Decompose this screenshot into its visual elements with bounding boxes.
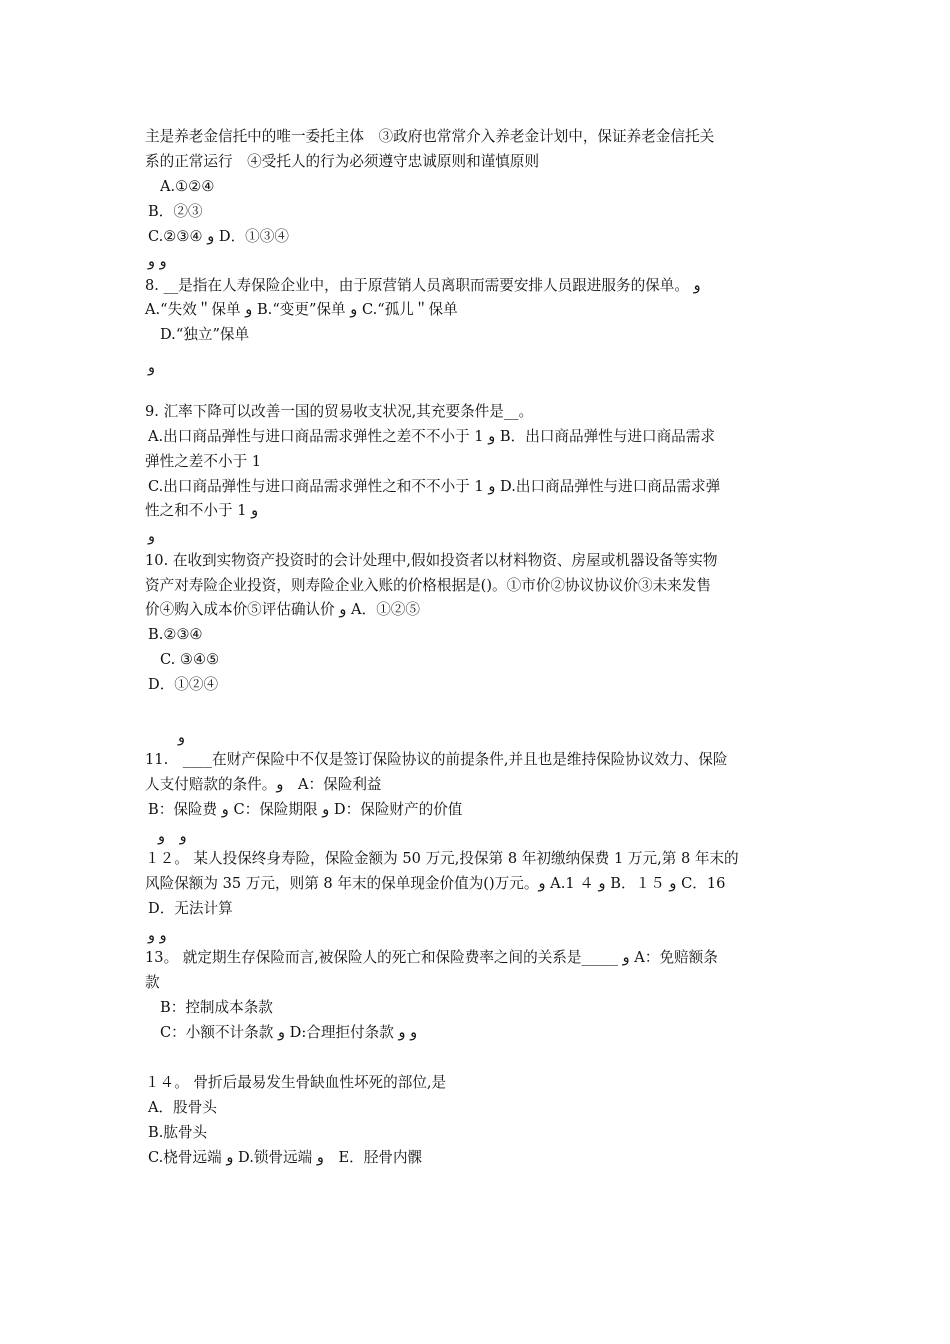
text-line: 系的正常运行 ④受托人的行为必须遵守忠诚原则和谨慎原则 xyxy=(145,153,540,170)
text-line: و xyxy=(178,729,186,746)
option-line: A.①②④ xyxy=(160,178,215,195)
question-line: １４。 骨折后最易发生骨缺血性坏死的部位,是 xyxy=(145,1074,447,1091)
question-line: 10. 在收到实物资产投资时的会计处理中,假如投资者以材料物资、房屋或机器设备等实物 xyxy=(145,552,718,569)
option-line: B：控制成本条款 xyxy=(160,999,273,1016)
option-line: C. ③④⑤ xyxy=(160,651,220,668)
question-line: 9. 汇率下降可以改善一国的贸易收支状况,其充要条件是__。 xyxy=(145,403,534,420)
option-line: D.“独立”保单 xyxy=(160,326,250,343)
text-line: 款 xyxy=(145,974,160,991)
option-line: D．①②④ xyxy=(148,676,219,693)
option-line: B：保险费 و C：保险期限 و D：保险财产的价值 xyxy=(148,801,463,818)
text-line: و و xyxy=(148,253,167,270)
option-line: D．无法计算 xyxy=(148,900,233,917)
text-line: 弹性之差不小于 1 xyxy=(145,453,262,470)
option-line: C.出口商品弹性与进口商品需求弹性之和不不小于 1 و D.出口商品弹性与进口商品需求弹 xyxy=(148,478,721,495)
question-line: 11. ____在财产保险中不仅是签订保险协议的前提条件,并且也是维持保险协议效力、保险 xyxy=(145,751,728,768)
option-line: C.桡骨远端 و D.锁骨远端 و E．胫骨内髁 xyxy=(148,1149,423,1166)
text-line: و و xyxy=(158,828,187,845)
question-line: 8. __是指在人寿保险企业中，由于原营销人员离职而需要安排人员跟进服务的保单。 و xyxy=(145,277,701,294)
option-line: A.“失效＂保单 و B.“变更”保单 و C.“孤儿＂保单 xyxy=(145,301,458,318)
text-line: 性之和不小于 1 و xyxy=(145,502,259,519)
text-line: و xyxy=(148,528,156,545)
option-line: A.出口商品弹性与进口商品需求弹性之差不不小于 1 و B．出口商品弹性与进口商品需求 xyxy=(148,428,715,445)
text-line: 价④购入成本价⑤评估确认价 و A．①②⑤ xyxy=(145,601,420,618)
option-line: B．②③ xyxy=(148,203,203,220)
text-line: و و xyxy=(148,927,167,944)
option-line: C：小额不计条款 و D:合理拒付条款 و و xyxy=(160,1024,418,1041)
text-line: 主是养老金信托中的唯一委托主体 ③政府也常常介入养老金计划中，保证养老金信托关 xyxy=(145,128,715,145)
text-line: 人支付赔款的条件。و A：保险利益 xyxy=(145,776,382,793)
option-line: C.②③④ و D．①③④ xyxy=(148,228,289,245)
question-line: 13。 就定期生存保险而言,被保险人的死亡和保险费率之间的关系是_____ و A：免赔额条 xyxy=(145,949,718,966)
question-line: １２。 某人投保终身寿险，保险金额为 50 万元,投保第 8 年初缴纳保费 1 万元,第 8 年末的 xyxy=(145,850,739,867)
text-line: و xyxy=(148,359,156,376)
option-line: B.肱骨头 xyxy=(148,1124,208,1141)
option-line: A．股骨头 xyxy=(148,1099,217,1116)
text-line: 风险保额为 35 万元，则第 8 年末的保单现金价值为()万元。و A.1 ４ و B．１５ و C．16 xyxy=(145,875,726,892)
option-line: B.②③④ xyxy=(148,626,203,643)
text-line: 资产对寿险企业投资，则寿险企业入账的价格根据是()。①市价②协议协议价③未来发售 xyxy=(145,577,711,594)
